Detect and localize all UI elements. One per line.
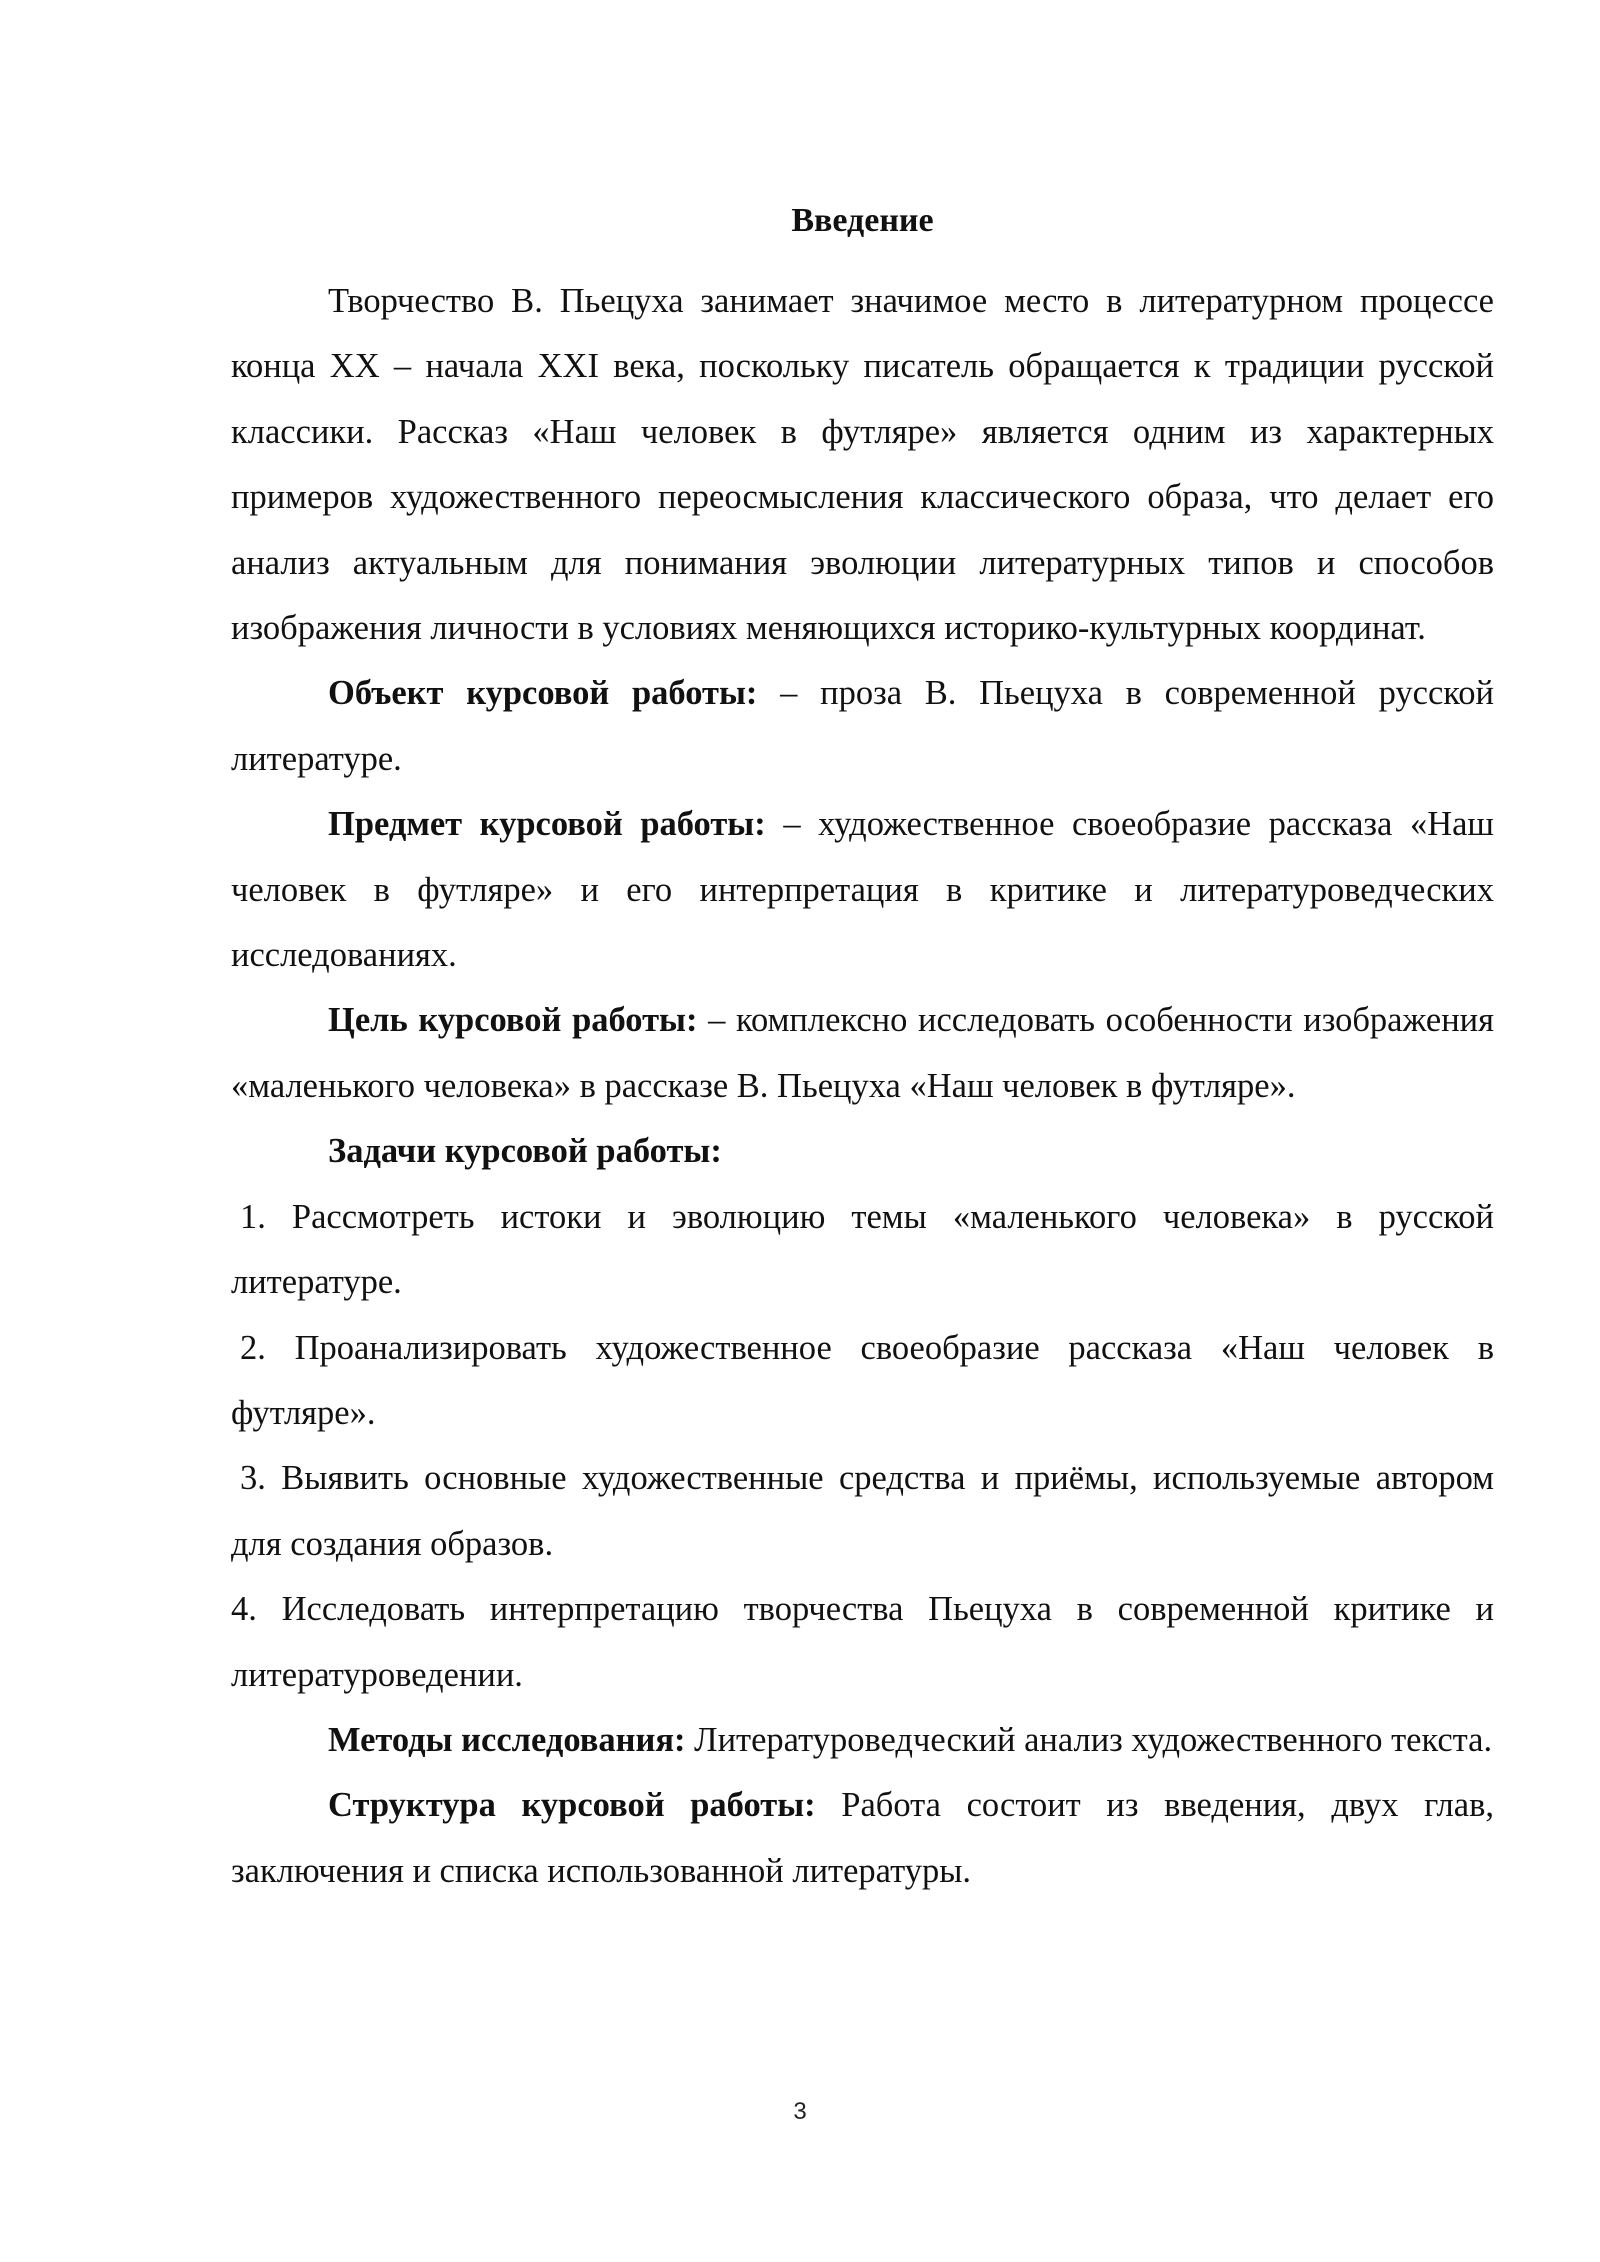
task-item-3: 3. Выявить основные художественные средства и приёмы, используемые автором для создания образов.: [231, 1459, 1494, 1563]
tasks-heading: Задачи курсовой работы:: [328, 1132, 722, 1171]
subject-text: – художественное своеобразие рассказа «Наш человек в футляре» и его интерпретация в критике и литературоведческих исследованиях.: [231, 805, 1494, 975]
task-item-4: 4. Исследовать интерпретацию творчества Пьецуха в современной критике и литературоведении.: [231, 1590, 1494, 1694]
object-label: Объект курсовой работы:: [328, 674, 758, 713]
goal-paragraph: [231, 988, 1494, 1119]
page-number: 3: [793, 2098, 807, 2125]
goal-label: Цель курсовой работы:: [328, 1001, 698, 1040]
structure-text: Работа состоит из введения, двух глав, заключения и списка использованной литературы.: [231, 1786, 1494, 1890]
intro-paragraph: Творчество В. Пьецуха занимает значимое место в литературном процессе конца XX – начала XXI века, поскольку писатель обращается к традиции русской классики. Рассказ «Наш человек в футляре» является одним из характерных примеров художественного переосмысления классического образа, что делает его анализ актуальным для понимания эволюции литературных типов и способов изображения личности в условиях меняющихся историко-культурных координат.: [231, 282, 1494, 648]
object-text: – проза В. Пьецуха в современной русской литературе.: [231, 674, 1494, 778]
subject-label: Предмет курсовой работы:: [328, 805, 766, 844]
task-item-2: 2. Проанализировать художественное своеобразие рассказа «Наш человек в футляре».: [231, 1328, 1494, 1432]
subject-paragraph: [231, 792, 1494, 988]
methods-text: Литературоведческий анализ художественного текста.: [685, 1720, 1493, 1759]
structure-paragraph: [231, 1773, 1494, 1904]
structure-label: Структура курсовой работы:: [328, 1786, 816, 1825]
methods-paragraph: [231, 1708, 1494, 1773]
page-content: [231, 190, 1494, 1904]
goal-text: – комплексно исследовать особенности изображения «маленького человека» в рассказе В. Пьецуха «Наш человек в футляре».: [231, 1001, 1494, 1105]
object-paragraph: [231, 661, 1494, 792]
methods-label: Методы исследования:: [328, 1720, 686, 1759]
task-item-1: 1. Рассмотреть истоки и эволюцию темы «маленького человека» в русской литературе.: [231, 1197, 1494, 1302]
section-title: Введение: [791, 202, 934, 239]
